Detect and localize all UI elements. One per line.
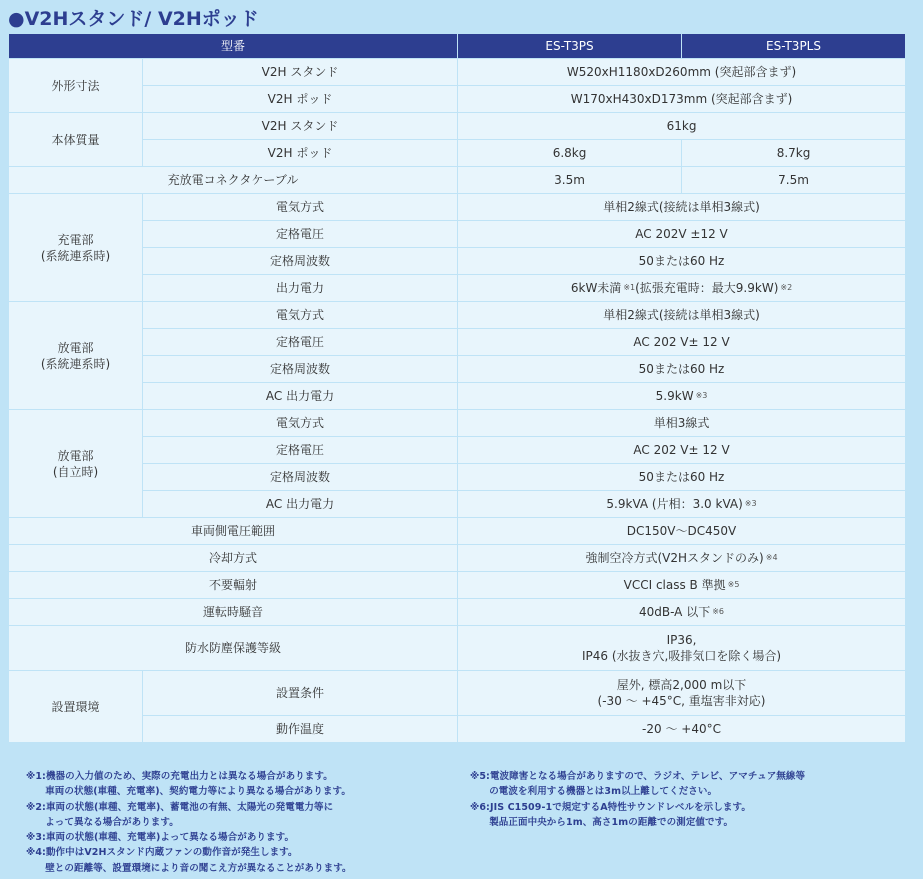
note-ref: ※3 <box>695 391 708 400</box>
table-row <box>9 518 906 545</box>
install-cond-cell <box>458 671 906 716</box>
mass-label: 本体質量 <box>9 113 143 167</box>
footnote: 製品正面中央から1m、高さ1mの距離での測定値です。 <box>470 816 734 828</box>
charge-row-label: 定格電圧 <box>143 221 458 248</box>
discharge-self-row-label: AC 出力電力 <box>143 491 458 518</box>
table-row <box>9 86 906 113</box>
table-row <box>9 167 906 194</box>
noise-cell <box>458 599 906 626</box>
mass-stand-value: 61kg <box>458 113 906 140</box>
footnote: の電波を利用する機器とは3m以上離してください。 <box>470 786 718 798</box>
table-row <box>9 716 906 743</box>
vehicle-voltage-label: 車両側電圧範囲 <box>9 518 458 545</box>
header-model: 型番 <box>9 34 458 59</box>
discharge-grid-line1: 放電部 <box>57 340 94 355</box>
mass-pod-label: V2H ポッド <box>143 140 458 167</box>
discharge-self-row-label: 定格電圧 <box>143 437 458 464</box>
discharge-grid-line2: (系統連系時) <box>40 356 111 371</box>
cable-label: 充放電コネクタケーブル <box>9 167 458 194</box>
discharge-self-output-value: 5.9kVA (片相：3.0 kVA) <box>606 497 743 511</box>
table-row <box>9 491 906 518</box>
size-pod-label: V2H ポッド <box>143 86 458 113</box>
cooling-value: 強制空冷方式(V2Hスタンドのみ) <box>585 551 764 565</box>
table-row <box>9 113 906 140</box>
footnote: ※6:JIS C1509-1で規定するA特性サウンドレベルを示します。 <box>470 801 751 813</box>
table-row <box>9 356 906 383</box>
cable-value1: 3.5m <box>458 167 682 194</box>
discharge-self-row-label: 電気方式 <box>143 410 458 437</box>
footnote: ※4:動作中はV2Hスタンド内蔵ファンの動作音が発生します。 <box>26 847 298 859</box>
charge-row-value: 50または60 Hz <box>458 248 906 275</box>
charge-output-ext: (拡張充電時：最大9.9kW) <box>635 281 779 295</box>
charge-row-label: 定格周波数 <box>143 248 458 275</box>
note-ref: ※5 <box>727 580 740 589</box>
noise-value: 40dB-A 以下 <box>639 605 711 619</box>
discharge-self-output <box>458 491 906 518</box>
install-temp-value: -20 〜 +40°C <box>458 716 906 743</box>
emission-cell <box>458 572 906 599</box>
footnote: 壁との距離等、設置環境により音の聞こえ方が異なることがあります。 <box>26 862 352 874</box>
table-row <box>9 302 906 329</box>
size-stand-value: W520xH1180xD260mm (突起部含まず) <box>458 59 906 86</box>
waterproof-cell <box>458 626 906 671</box>
table-row <box>9 275 906 302</box>
footnotes-right <box>470 769 805 830</box>
note-ref: ※4 <box>765 553 778 562</box>
note-ref: ※3 <box>744 499 757 508</box>
charge-row-value: AC 202V ±12 V <box>458 221 906 248</box>
table-row <box>9 221 906 248</box>
install-cond-label: 設置条件 <box>143 671 458 716</box>
note-ref: ※2 <box>780 283 793 292</box>
discharge-grid-row-value: 単相2線式(接続は単相3線式) <box>458 302 906 329</box>
note-ref: ※1 <box>623 283 636 292</box>
table-row <box>9 194 906 221</box>
table-row <box>9 140 906 167</box>
emission-label: 不要輻射 <box>9 572 458 599</box>
table-row <box>9 545 906 572</box>
install-label: 設置環境 <box>9 671 143 743</box>
charge-label-line2: (系統連系時) <box>40 248 111 263</box>
size-stand-label: V2H スタンド <box>143 59 458 86</box>
noise-label: 運転時騒音 <box>9 599 458 626</box>
waterproof-line1: IP36, <box>666 633 697 647</box>
discharge-grid-row-value: 50または60 Hz <box>458 356 906 383</box>
charge-output-value <box>458 275 906 302</box>
footnote: ※1:機器の入力値のため、実際の充電出力とは異なる場合があります。 <box>26 771 333 782</box>
footnote: ※3:車両の状態(車種、充電率)よって異なる場合があります。 <box>26 832 295 844</box>
discharge-grid-output-value: 5.9kW <box>655 389 694 403</box>
emission-value: VCCI class B 準拠 <box>623 578 726 592</box>
discharge-grid-row-value: AC 202 V± 12 V <box>458 329 906 356</box>
table-row <box>9 464 906 491</box>
waterproof-line2: IP46 (水抜き穴,吸排気口を除く場合) <box>581 649 782 663</box>
charge-output-main: 6kW未満 <box>570 281 622 295</box>
charge-row-label: 電気方式 <box>143 194 458 221</box>
discharge-grid-row-label: 定格電圧 <box>143 329 458 356</box>
footnotes-left <box>26 769 352 876</box>
table-header-row <box>9 34 906 59</box>
discharge-self-row-value: 単相3線式 <box>458 410 906 437</box>
discharge-grid-output <box>458 383 906 410</box>
mass-pod-value1: 6.8kg <box>458 140 682 167</box>
table-row <box>9 626 906 671</box>
table-row <box>9 59 906 86</box>
footnote: ※2:車両の状態(車種、充電率)、蓄電池の有無、太陽光の発電電力等に <box>26 801 334 813</box>
discharge-self-row-value: AC 202 V± 12 V <box>458 437 906 464</box>
table-row <box>9 671 906 716</box>
note-ref: ※6 <box>712 607 725 616</box>
install-temp-label: 動作温度 <box>143 716 458 743</box>
discharge-self-line2: (自立時) <box>52 464 99 479</box>
vehicle-voltage-value: DC150V〜DC450V <box>458 518 906 545</box>
table-row <box>9 437 906 464</box>
charge-label <box>9 194 143 302</box>
mass-stand-label: V2H スタンド <box>143 113 458 140</box>
charge-row-label: 出力電力 <box>143 275 458 302</box>
size-pod-value: W170xH430xD173mm (突起部含まず) <box>458 86 906 113</box>
charge-row-value: 単相2線式(接続は単相3線式) <box>458 194 906 221</box>
discharge-grid-label <box>9 302 143 410</box>
charge-label-line1: 充電部 <box>57 232 94 247</box>
install-cond-line1: 屋外, 標高2,000 m以下 <box>616 678 747 692</box>
table-row <box>9 410 906 437</box>
size-label: 外形寸法 <box>9 59 143 113</box>
mass-pod-value2: 8.7kg <box>682 140 906 167</box>
spec-table <box>8 33 906 743</box>
install-cond-line2: (-30 〜 +45°C, 重塩害非対応) <box>597 694 766 708</box>
waterproof-label: 防水防塵保護等級 <box>9 626 458 671</box>
discharge-grid-row-label: 定格周波数 <box>143 356 458 383</box>
table-row <box>9 599 906 626</box>
table-row <box>9 383 906 410</box>
discharge-self-label <box>9 410 143 518</box>
table-row <box>9 572 906 599</box>
discharge-grid-row-label: AC 出力電力 <box>143 383 458 410</box>
footnote: よって異なる場合があります。 <box>26 816 179 828</box>
table-row <box>9 248 906 275</box>
discharge-self-line1: 放電部 <box>57 448 94 463</box>
header-col2: ES-T3PLS <box>682 34 906 59</box>
header-col1: ES-T3PS <box>458 34 682 59</box>
cable-value2: 7.5m <box>682 167 906 194</box>
page-title: ●V2Hスタンド/ V2Hポッド <box>8 8 259 30</box>
footnote: ※5:電波障害となる場合がありますので、ラジオ、テレビ、アマチュア無線等 <box>470 771 806 782</box>
discharge-self-row-label: 定格周波数 <box>143 464 458 491</box>
table-row <box>9 329 906 356</box>
footnote: 車両の状態(車種、充電率)、契約電力等により異なる場合があります。 <box>26 786 351 798</box>
cooling-label: 冷却方式 <box>9 545 458 572</box>
discharge-self-row-value: 50または60 Hz <box>458 464 906 491</box>
cooling-cell <box>458 545 906 572</box>
discharge-grid-row-label: 電気方式 <box>143 302 458 329</box>
